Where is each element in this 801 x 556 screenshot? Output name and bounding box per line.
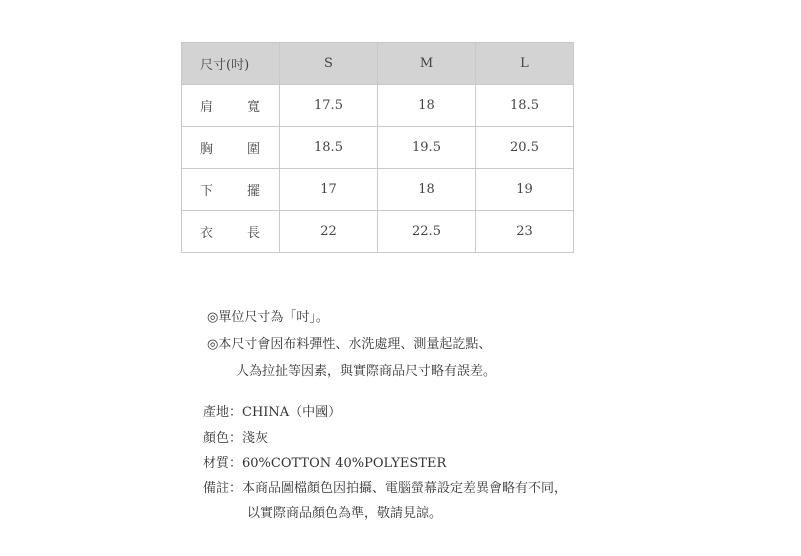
header-size-l: L xyxy=(476,43,574,85)
table-row-hem xyxy=(182,169,574,211)
header-size-m: M xyxy=(378,43,476,85)
note-error-line2: 人為拉扯等因素，與實際商品尺寸略有誤差。 xyxy=(236,364,497,379)
row-label: 衣 長 xyxy=(182,211,280,253)
row-label: 肩 寬 xyxy=(182,85,280,127)
note-error-line1: ◎本尺寸會因布料彈性、水洗處理、測量起訖點、 xyxy=(207,337,492,352)
info-remark-line1: 備註：本商品圖檔顏色因拍攝、電腦螢幕設定差異會略有不同， xyxy=(203,481,568,496)
info-color: 顏色：淺灰 xyxy=(203,431,269,446)
table-cell: 19.5 xyxy=(378,127,476,169)
info-material: 材質：60%COTTON 40%POLYESTER xyxy=(203,456,447,471)
table-cell: 19 xyxy=(476,169,574,211)
info-origin: 產地：CHINA（中國） xyxy=(203,405,342,420)
table-cell: 17 xyxy=(280,169,378,211)
header-size-s: S xyxy=(280,43,378,85)
header-size-unit: 尺寸(吋) xyxy=(182,43,280,85)
table-row-chest xyxy=(182,127,574,169)
table-cell: 18.5 xyxy=(476,85,574,127)
table-cell: 23 xyxy=(476,211,574,253)
note-unit: ◎單位尺寸為「吋」。 xyxy=(207,310,329,325)
size-chart-table xyxy=(181,42,574,253)
row-label: 胸 圍 xyxy=(182,127,280,169)
table-cell: 18 xyxy=(378,85,476,127)
table-cell: 22.5 xyxy=(378,211,476,253)
table-cell: 18 xyxy=(378,169,476,211)
table-row-shoulder xyxy=(182,85,574,127)
table-cell: 22 xyxy=(280,211,378,253)
table-cell: 17.5 xyxy=(280,85,378,127)
row-label: 下 擺 xyxy=(182,169,280,211)
table-row-length xyxy=(182,211,574,253)
table-cell: 20.5 xyxy=(476,127,574,169)
table-cell: 18.5 xyxy=(280,127,378,169)
size-chart-header-row xyxy=(182,43,574,85)
info-remark-line2: 以實際商品顏色為準，敬請見諒。 xyxy=(247,506,443,521)
